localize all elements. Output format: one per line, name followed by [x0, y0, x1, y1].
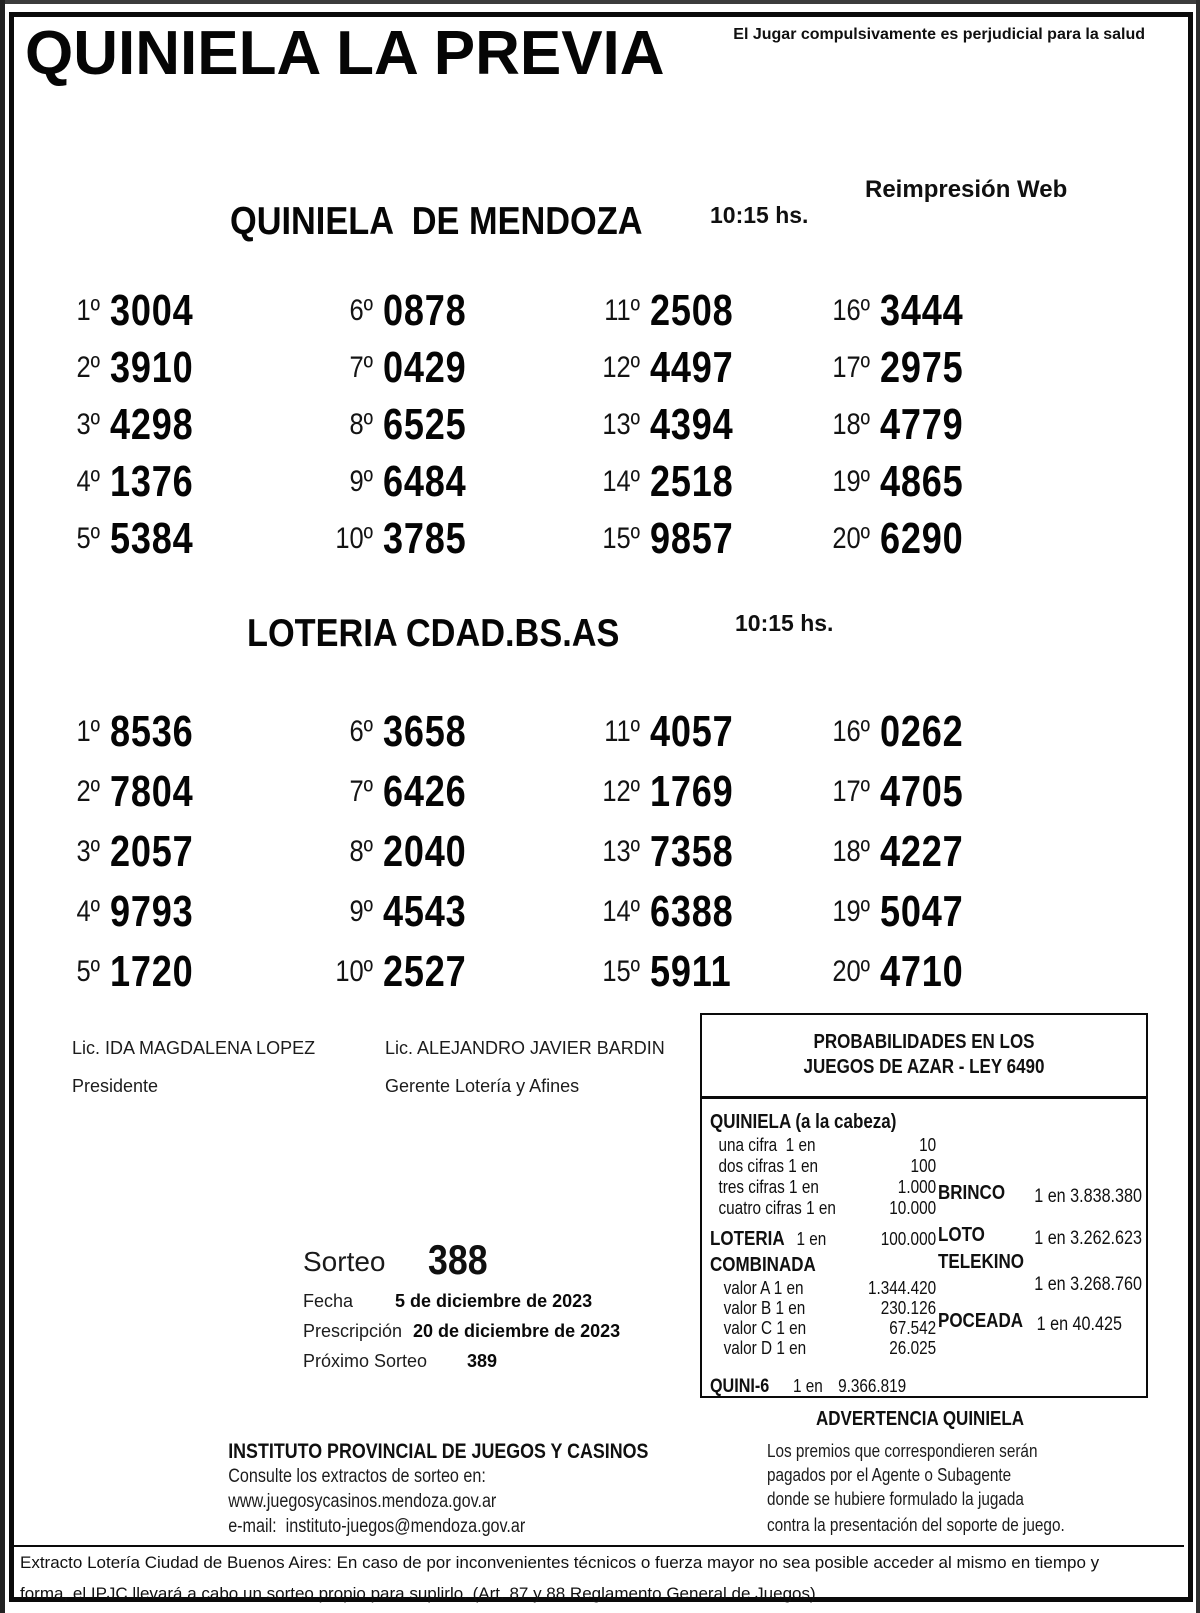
result-number: 2527: [383, 947, 467, 996]
game-name: BRINCO: [938, 1182, 1006, 1204]
result-row: [298, 339, 485, 396]
result-position: 3º: [76, 407, 100, 441]
result-number: 4497: [650, 342, 734, 392]
result-row: [298, 282, 485, 339]
result-number: 4710: [880, 947, 964, 996]
result-row: [565, 942, 752, 1002]
probabilities-right-column: [932, 1099, 1178, 1398]
advertencia-line: donde se hubiere formulado la jugada: [767, 1489, 1024, 1509]
result-row: [298, 453, 485, 510]
game-odds: 1 en 3.838.380: [1034, 1186, 1142, 1207]
result-number: 6484: [383, 456, 467, 506]
game-odds: 1 en 3.268.760: [1034, 1274, 1142, 1295]
probability-row: [710, 1177, 936, 1198]
result-row: [298, 822, 485, 882]
result-position: 20º: [832, 521, 870, 555]
prescripcion-label: Prescripción: [303, 1321, 403, 1341]
fecha-row: [303, 1291, 592, 1312]
result-position: 19º: [832, 895, 870, 928]
result-number: 6388: [650, 887, 734, 936]
probability-row: [710, 1318, 936, 1338]
result-number: 3785: [383, 513, 467, 563]
probabilities-title-line2: JUEGOS DE AZAR - LEY 6490: [803, 1056, 1045, 1078]
scan-edge-left: [0, 0, 5, 1613]
probability-row: [710, 1278, 936, 1298]
game-odds: 1 en 40.425: [1036, 1314, 1122, 1335]
draw-title-mendoza: QUINIELA DE MENDOZA: [230, 200, 643, 243]
quini6-odds-row: [710, 1376, 936, 1398]
probability-value: 100: [910, 1156, 937, 1176]
result-number: 3658: [383, 707, 467, 756]
result-row: [565, 822, 752, 882]
advertencia-line: Los premios que correspondieren serán: [767, 1441, 1038, 1461]
probabilities-box: [700, 1013, 1148, 1398]
quini6-mid: 1 en: [793, 1376, 823, 1396]
institute-section: [218, 1440, 704, 1539]
result-number: 0878: [383, 285, 467, 335]
result-position: 10º: [335, 955, 373, 988]
probability-value: 1.344.420: [868, 1278, 937, 1298]
probability-value: 26.025: [889, 1338, 937, 1358]
result-row: [298, 396, 485, 453]
probability-value: 1.000: [897, 1177, 937, 1197]
result-row: [25, 282, 212, 339]
result-position: 9º: [349, 895, 373, 928]
result-position: 18º: [832, 835, 870, 868]
institute-name: INSTITUTO PROVINCIAL DE JUEGOS Y CASINOS: [228, 1440, 649, 1463]
advertencia-title: ADVERTENCIA QUINIELA: [815, 1408, 1025, 1430]
result-number: 7804: [110, 767, 194, 816]
result-number: 0262: [880, 707, 964, 756]
result-number: 1769: [650, 767, 734, 816]
result-position: 3º: [76, 835, 100, 868]
results-column: [298, 282, 485, 567]
result-row: [565, 702, 752, 762]
loteria-value: 100.000: [880, 1229, 937, 1249]
result-number: 2040: [383, 827, 467, 876]
result-row: [25, 702, 212, 762]
prescripcion-value: 20 de diciembre de 2023: [413, 1321, 621, 1341]
probability-label: una cifra 1 en: [718, 1135, 816, 1155]
result-position: 10º: [335, 521, 373, 555]
result-number: 9793: [110, 887, 194, 936]
proximo-sorteo-value: 389: [467, 1351, 498, 1371]
probabilities-header: [702, 1015, 1146, 1099]
result-row: [25, 396, 212, 453]
quiniela-odds-rows: [710, 1135, 936, 1219]
probability-row: [710, 1156, 936, 1177]
results-column: [565, 702, 752, 1002]
probability-value: 67.542: [889, 1318, 937, 1338]
result-row: [565, 882, 752, 942]
result-number: 3910: [110, 342, 194, 392]
result-row: [565, 339, 752, 396]
result-position: 2º: [76, 775, 100, 808]
result-number: 3444: [880, 285, 964, 335]
result-row: [298, 510, 485, 567]
result-position: 8º: [349, 835, 373, 868]
result-row: [565, 510, 752, 567]
result-position: 11º: [604, 293, 640, 327]
result-position: 14º: [602, 464, 640, 498]
results-column: [565, 282, 752, 567]
result-position: 9º: [349, 464, 373, 498]
result-position: 6º: [349, 715, 373, 748]
result-number: 5384: [110, 513, 194, 563]
result-number: 9857: [650, 513, 734, 563]
result-number: 2508: [650, 285, 734, 335]
result-row: [795, 339, 982, 396]
result-row: [298, 942, 485, 1002]
result-position: 1º: [76, 715, 100, 748]
result-position: 5º: [76, 521, 100, 555]
probability-label: valor A 1 en: [723, 1278, 804, 1298]
result-row: [795, 822, 982, 882]
result-row: [795, 882, 982, 942]
results-column: [298, 702, 485, 1002]
probability-label: valor D 1 en: [723, 1338, 807, 1358]
result-row: [565, 282, 752, 339]
result-row: [25, 882, 212, 942]
result-position: 17º: [832, 775, 870, 808]
fecha-label: Fecha: [303, 1291, 354, 1311]
result-number: 3004: [110, 285, 194, 335]
result-row: [565, 396, 752, 453]
probability-value: 230.126: [880, 1298, 937, 1318]
result-number: 6290: [880, 513, 964, 563]
result-number: 4298: [110, 399, 194, 449]
result-position: 7º: [349, 350, 373, 384]
result-position: 15º: [602, 955, 640, 988]
proximo-sorteo-label: Próximo Sorteo: [303, 1351, 428, 1371]
result-position: 4º: [76, 464, 100, 498]
result-position: 1º: [76, 293, 100, 327]
loteria-label: LOTERIA: [710, 1228, 785, 1250]
game-name: POCEADA: [938, 1310, 1024, 1332]
proximo-sorteo-row: [303, 1351, 497, 1372]
result-row: [795, 282, 982, 339]
result-position: 16º: [832, 293, 870, 327]
result-position: 13º: [602, 835, 640, 868]
result-position: 19º: [832, 464, 870, 498]
result-position: 4º: [76, 895, 100, 928]
result-number: 4543: [383, 887, 467, 936]
result-row: [25, 822, 212, 882]
scan-edge-top: [0, 0, 1200, 4]
probability-label: cuatro cifras 1 en: [718, 1198, 836, 1218]
result-row: [25, 942, 212, 1002]
official-role: Gerente Lotería y Afines: [385, 1076, 580, 1096]
game-odds: 1 en 3.262.623: [1034, 1228, 1142, 1249]
game-name: TELEKINO: [938, 1251, 1024, 1273]
result-position: 13º: [602, 407, 640, 441]
official-name: Lic. ALEJANDRO JAVIER BARDIN: [385, 1038, 665, 1058]
result-row: [25, 453, 212, 510]
probability-row: [710, 1338, 936, 1358]
result-number: 8536: [110, 707, 194, 756]
result-position: 12º: [602, 350, 640, 384]
result-row: [25, 762, 212, 822]
sorteo-label: Sorteo: [303, 1246, 386, 1277]
advertencia-line: contra la presentación del soporte de juego.: [767, 1515, 1065, 1535]
institute-consult: Consulte los extractos de sorteo en:: [228, 1466, 486, 1487]
result-position: 15º: [602, 521, 640, 555]
result-number: 2518: [650, 456, 734, 506]
sorteo-number: 388: [428, 1236, 488, 1283]
result-row: [25, 339, 212, 396]
probabilities-title-line1: PROBABILIDADES EN LOS: [813, 1031, 1035, 1053]
result-position: 16º: [832, 715, 870, 748]
result-position: 7º: [349, 775, 373, 808]
result-number: 2975: [880, 342, 964, 392]
quiniela-odds-header: QUINIELA (a la cabeza): [710, 1111, 897, 1133]
result-row: [25, 510, 212, 567]
probability-label: valor C 1 en: [723, 1318, 807, 1338]
result-row: [795, 396, 982, 453]
result-number: 5911: [650, 947, 732, 996]
result-number: 0429: [383, 342, 467, 392]
probability-value: 10.000: [889, 1198, 937, 1218]
probability-value: 10: [919, 1135, 937, 1155]
loteria-odds-row: [710, 1228, 936, 1250]
result-position: 6º: [349, 293, 373, 327]
result-row: [565, 453, 752, 510]
scan-edge-right: [1196, 0, 1200, 1613]
game-loto: [938, 1213, 1142, 1247]
result-number: 4779: [880, 399, 964, 449]
institute-email: e-mail: instituto-juegos@mendoza.gov.ar: [228, 1516, 526, 1537]
probability-row: [710, 1198, 936, 1219]
combinada-odds-rows: [710, 1278, 936, 1358]
result-position: 8º: [349, 407, 373, 441]
game-name: LOTO: [938, 1224, 985, 1246]
result-row: [565, 762, 752, 822]
result-position: 18º: [832, 407, 870, 441]
result-number: 4705: [880, 767, 964, 816]
result-number: 6426: [383, 767, 467, 816]
probabilities-left-column: [702, 1099, 937, 1398]
result-position: 17º: [832, 350, 870, 384]
loteria-mid: 1 en: [796, 1229, 827, 1249]
result-number: 7358: [650, 827, 734, 876]
official-role: Presidente: [72, 1076, 159, 1096]
probability-label: valor B 1 en: [723, 1298, 806, 1318]
result-row: [795, 510, 982, 567]
draw-title-bsas: LOTERIA CDAD.BS.AS: [247, 612, 620, 655]
results-column: [25, 282, 212, 567]
result-position: 5º: [76, 955, 100, 988]
results-column: [795, 702, 982, 1002]
result-number: 2057: [110, 827, 194, 876]
footer-divider: [14, 1545, 1184, 1547]
footer-line-1: Extracto Lotería Ciudad de Buenos Aires: En caso de por inconvenientes técnicos o fuerza mayor no sea posible acceder al mismo en tiempo y: [20, 1553, 1100, 1572]
result-number: 4227: [880, 827, 964, 876]
result-row: [795, 762, 982, 822]
official-name: Lic. IDA MAGDALENA LOPEZ: [72, 1038, 316, 1058]
advertencia-text: [733, 1439, 1107, 1537]
probability-row: [710, 1298, 936, 1318]
result-number: 5047: [880, 887, 964, 936]
combinada-header: COMBINADA: [710, 1254, 816, 1276]
result-position: 11º: [604, 715, 640, 748]
draw-time-mendoza: 10:15 hs.: [710, 202, 809, 228]
quini6-label: QUINI-6: [710, 1376, 770, 1397]
reprint-label: Reimpresión Web: [865, 176, 1068, 203]
result-row: [298, 762, 485, 822]
result-row: [795, 942, 982, 1002]
result-number: 1720: [110, 947, 194, 996]
health-warning: El Jugar compulsivamente es perjudicial para la salud: [733, 26, 1145, 43]
game-brinco: [938, 1171, 1142, 1205]
institute-website: www.juegosycasinos.mendoza.gov.ar: [228, 1491, 497, 1512]
prescripcion-row: [303, 1321, 620, 1342]
advertencia-line: pagados por el Agente o Subagente: [767, 1465, 1012, 1485]
quini6-value: 9.366.819: [838, 1376, 907, 1396]
fecha-value: 5 de diciembre de 2023: [395, 1291, 593, 1311]
results-column: [25, 702, 212, 1002]
result-row: [795, 453, 982, 510]
result-row: [298, 882, 485, 942]
page-title: QUINIELA LA PREVIA: [25, 19, 665, 88]
result-row: [298, 702, 485, 762]
result-position: 20º: [832, 955, 870, 988]
results-column: [795, 282, 982, 567]
advertencia-section: [733, 1408, 1107, 1537]
probability-label: tres cifras 1 en: [718, 1177, 819, 1197]
footer-line-2: forma, el IPJC llevará a cabo un sorteo propio para suplirlo. (Art. 87 y 88 Reglamento General de Juegos): [20, 1584, 816, 1603]
probability-row: [710, 1135, 936, 1156]
result-row: [795, 702, 982, 762]
draw-time-bsas: 10:15 hs.: [735, 610, 834, 636]
result-number: 4057: [650, 707, 734, 756]
result-number: 4865: [880, 456, 964, 506]
result-number: 4394: [650, 399, 734, 449]
game-telekino: [938, 1251, 1142, 1296]
result-position: 14º: [602, 895, 640, 928]
result-position: 2º: [76, 350, 100, 384]
game-poceada: [938, 1310, 1142, 1333]
result-position: 12º: [602, 775, 640, 808]
probability-label: dos cifras 1 en: [718, 1156, 819, 1176]
result-number: 6525: [383, 399, 467, 449]
result-number: 1376: [110, 456, 194, 506]
